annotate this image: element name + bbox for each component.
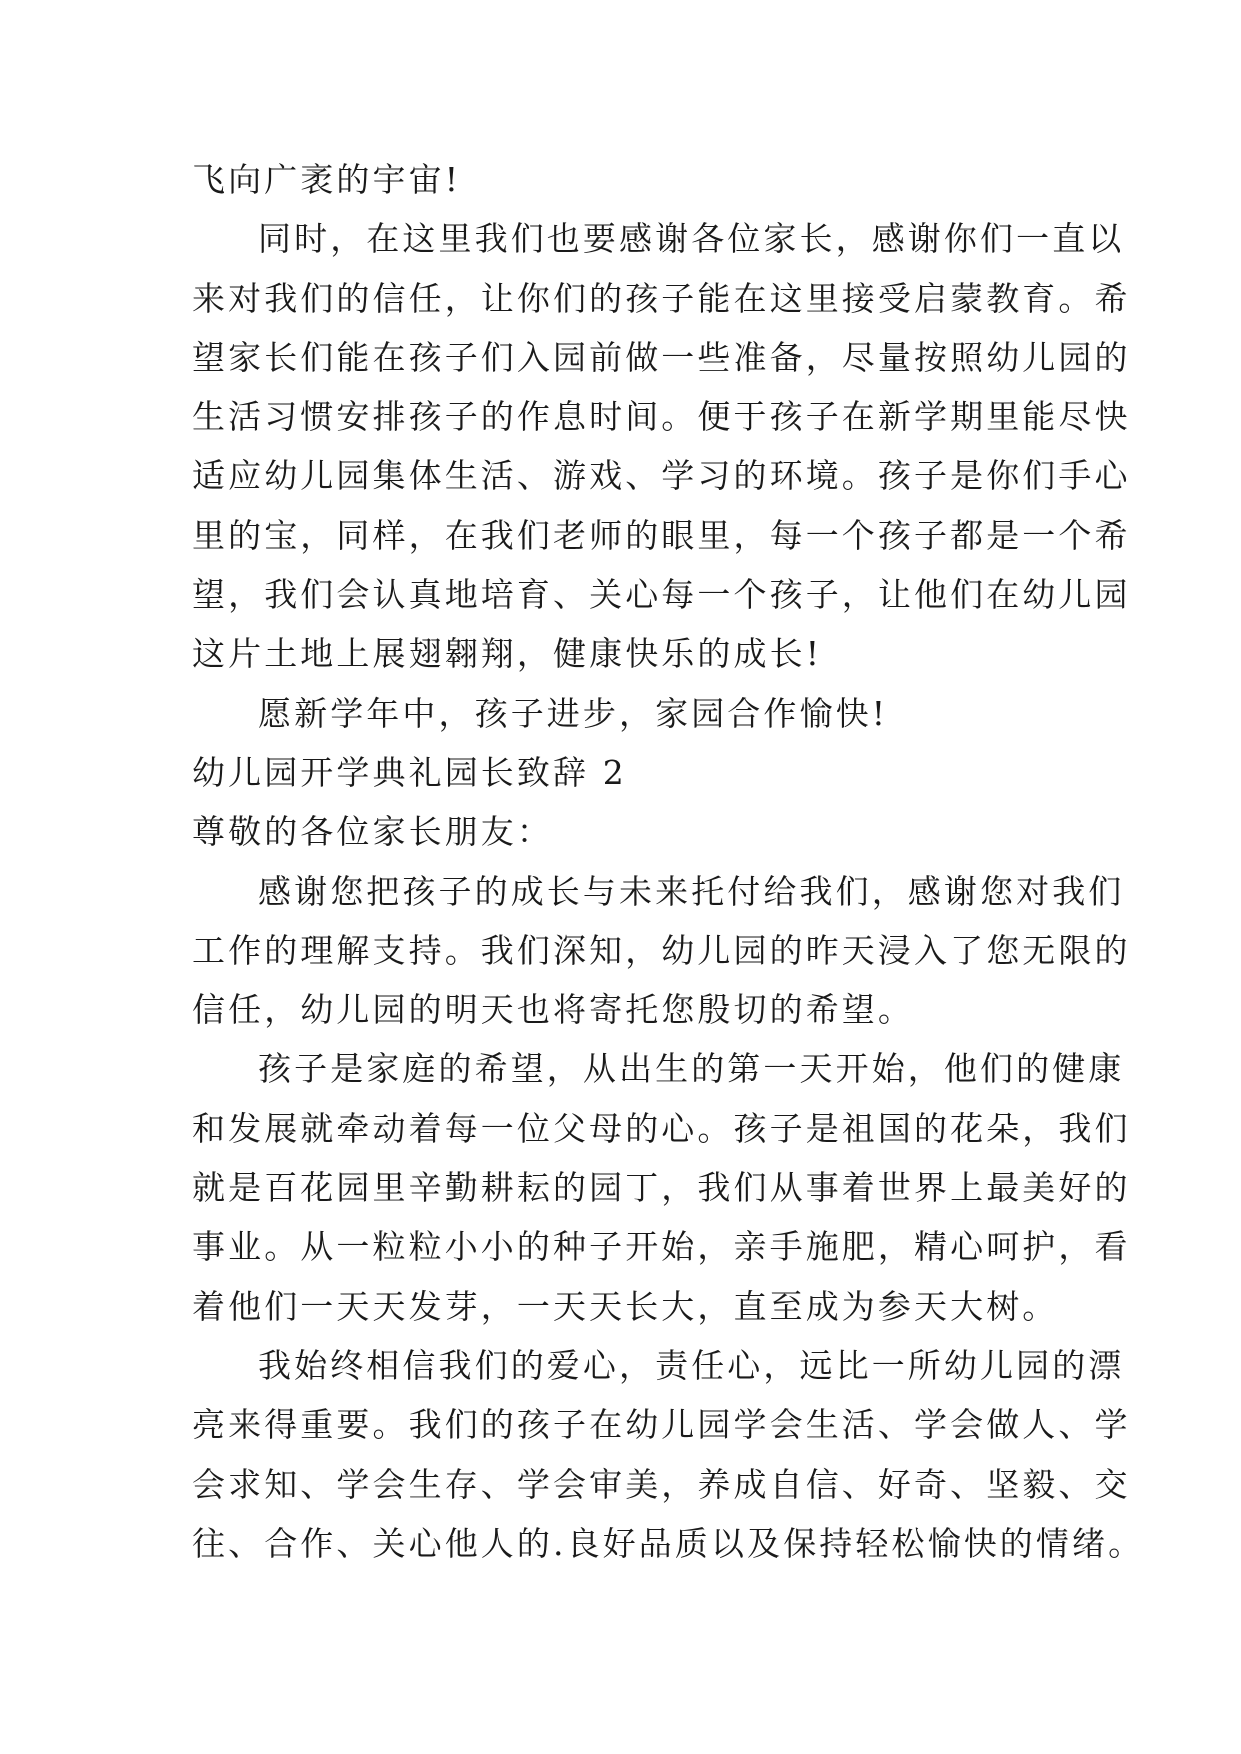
salutation: 尊敬的各位家长朋友： (192, 812, 553, 852)
section-heading: 幼儿园开学典礼园长致辞 2 (192, 752, 627, 792)
paragraph-line: 生活习惯安排孩子的作息时间。便于孩子在新学期里能尽快 (192, 397, 1131, 437)
paragraph-line: 适应幼儿园集体生活、游戏、学习的环境。孩子是你们手心 (192, 456, 1131, 496)
document-body (192, 150, 1145, 1573)
paragraph-line: 工作的理解支持。我们深知，幼儿园的昨天浸入了您无限的 (192, 930, 1131, 970)
paragraph-line: 事业。从一粒粒小小的种子开始，亲手施肥，精心呵护，看 (192, 1227, 1131, 1267)
paragraph-line: 会求知、学会生存、学会审美，养成自信、好奇、坚毅、交 (192, 1464, 1131, 1504)
paragraph-line: 和发展就牵动着每一位父母的心。孩子是祖国的花朵，我们 (192, 1108, 1131, 1148)
paragraph-line: 望家长们能在孩子们入园前做一些准备，尽量按照幼儿园的 (192, 337, 1131, 377)
paragraph-line: 里的宝，同样，在我们老师的眼里，每一个孩子都是一个希 (192, 515, 1131, 555)
paragraph-line: 望，我们会认真地培育、关心每一个孩子，让他们在幼儿园 (192, 575, 1131, 615)
paragraph-line: 就是百花园里辛勤耕耘的园丁，我们从事着世界上最美好的 (192, 1168, 1131, 1208)
paragraph-line: 这片土地上展翅翱翔，健康快乐的成长! (192, 634, 823, 674)
paragraph-line: 飞向广袤的宇宙! (192, 160, 462, 199)
paragraph-line: 感谢您把孩子的成长与未来托付给我们，感谢您对我们 (258, 871, 1125, 911)
paragraph-line: 我始终相信我们的爱心，责任心，远比一所幼儿园的漂 (258, 1345, 1125, 1385)
paragraph-line: 来对我们的信任，让你们的孩子能在这里接受启蒙教育。希 (192, 278, 1131, 318)
paragraph-line: 信任，幼儿园的明天也将寄托您殷切的希望。 (192, 990, 914, 1030)
paragraph-line: 孩子是家庭的希望，从出生的第一天开始，他们的健康 (258, 1049, 1125, 1089)
paragraph-line: 往、合作、关心他人的.良好品质以及保持轻松愉快的情绪。 (192, 1523, 1145, 1563)
closing-wish-line: 愿新学年中，孩子进步，家园合作愉快! (258, 693, 889, 733)
paragraph-line: 着他们一天天发芽，一天天长大，直至成为参天大树。 (192, 1286, 1059, 1326)
paragraph-line: 同时，在这里我们也要感谢各位家长，感谢你们一直以 (258, 219, 1125, 259)
paragraph-line: 亮来得重要。我们的孩子在幼儿园学会生活、学会做人、学 (192, 1405, 1131, 1445)
